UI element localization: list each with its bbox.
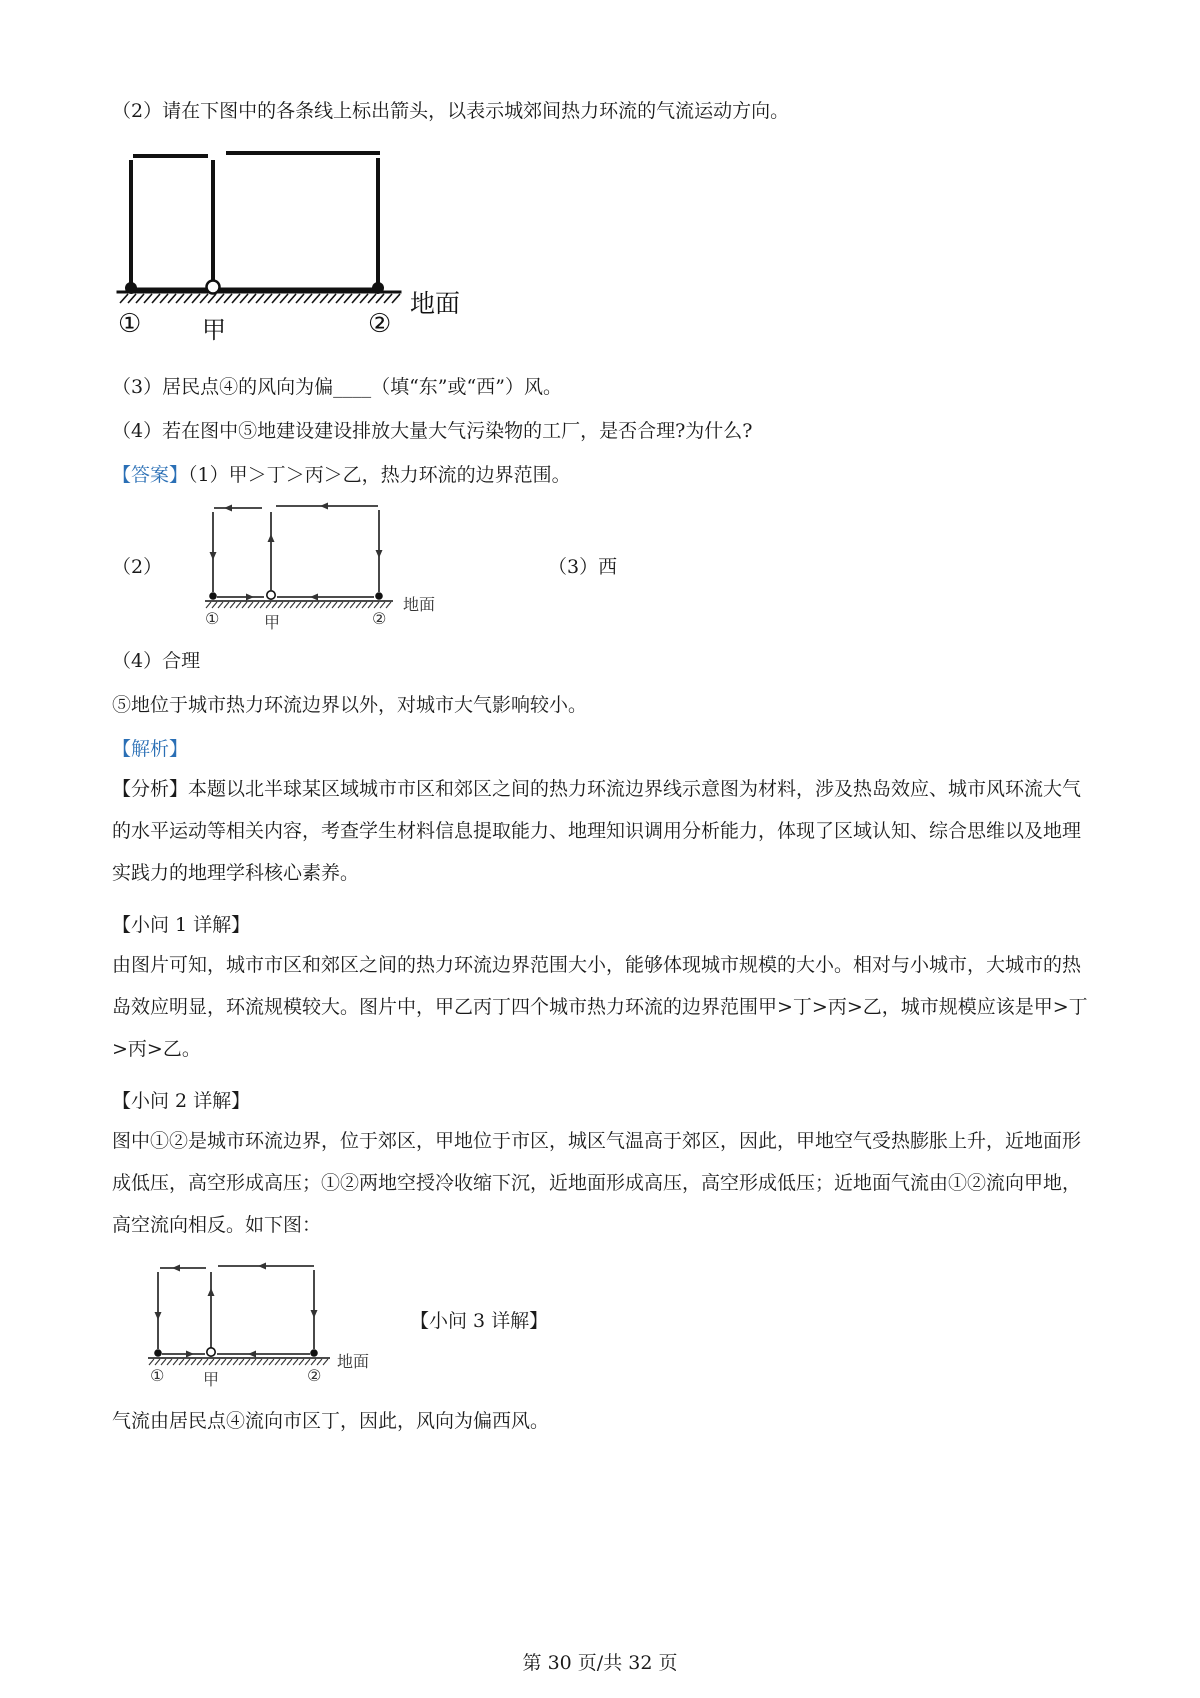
- svg-text:甲: 甲: [264, 613, 281, 632]
- question-3-blank: ____: [333, 376, 372, 398]
- question-2: （2）请在下图中的各条线上标出箭头，以表示城郊间热力环流的气流运动方向。: [112, 100, 790, 122]
- point-1-dot: [125, 282, 137, 294]
- label-point-1: ①: [118, 309, 142, 339]
- question-3: [112, 372, 562, 399]
- ground-hatching: [120, 294, 400, 303]
- question-4: （4）若在图中⑤地建设建设排放大量大气污染物的工厂，是否合理?为什么?: [112, 420, 753, 442]
- question-3-suffix: （填“东”或“西”）风。: [371, 376, 562, 398]
- flow-arrows: [155, 1263, 318, 1358]
- svg-text:①: ①: [205, 609, 220, 628]
- answer-line-1: [112, 460, 571, 487]
- detail-1-text: 由图片可知，城市市区和郊区之间的热力环流边界范围大小，能够体现城市规模的大小。相对与小城市，大城市的热岛效应明显，环流规模较大。图片中，甲乙丙丁四个城市热力环流的边界范围甲>丁>丙>乙，城市规模应该是甲>丁>丙>乙。: [112, 954, 1088, 1060]
- svg-text:①: ①: [150, 1366, 165, 1385]
- answer-3: （3）西: [548, 556, 618, 578]
- circulation-diagram-answer: [200, 498, 460, 638]
- label-ground: 地面: [410, 289, 461, 318]
- analysis-tag: 【解析】: [112, 738, 189, 760]
- svg-text:②: ②: [307, 1366, 322, 1385]
- question-3-prefix: （3）居民点④的风向为偏: [112, 376, 334, 398]
- detail-2-title: 【小问 2 详解】: [112, 1090, 251, 1112]
- answer-2-label: （2）: [112, 556, 163, 578]
- label-point-2: ②: [368, 309, 392, 339]
- svg-text:②: ②: [372, 609, 387, 628]
- ground-hatching: [149, 1359, 328, 1365]
- answer-4: （4）合理: [112, 650, 201, 672]
- detail-3-title: 【小问 3 详解】: [410, 1310, 549, 1332]
- svg-text:地面: 地面: [337, 1352, 370, 1371]
- detail-3-text: 气流由居民点④流向市区丁，因此，风向为偏西风。: [112, 1410, 550, 1432]
- svg-text:甲: 甲: [203, 1370, 220, 1389]
- answer-1: （1）甲＞丁＞丙＞乙，热力环流的边界范围。: [188, 464, 571, 486]
- point-jia-circle: [207, 281, 220, 294]
- page-footer: 第 30 页/共 32 页: [522, 1652, 678, 1674]
- answer-tag: 【答案】: [112, 464, 189, 486]
- circulation-diagram-blank: [110, 140, 490, 350]
- circulation-diagram-analysis: [142, 1256, 382, 1396]
- point-2-dot: [372, 282, 384, 294]
- flow-arrows: [210, 503, 383, 601]
- svg-text:地面: 地面: [403, 595, 436, 614]
- detail-1-title: 【小问 1 详解】: [112, 914, 251, 936]
- answer-4-reason: ⑤地位于城市热力环流边界以外，对城市大气影响较小。: [112, 694, 588, 716]
- label-jia: 甲: [202, 316, 226, 344]
- detail-2-text: 图中①②是城市环流边界，位于郊区，甲地位于市区，城区气温高于郊区，因此，甲地空气受热膨胀上升，近地面形成低压，高空形成高压；①②两地空授冷收缩下沉，近地面形成高压，高空形成低压；近地面气流由①②流向甲地，高空流向相反。如下图：: [112, 1130, 1082, 1236]
- analysis-fenxi: 【分析】本题以北半球某区域城市市区和郊区之间的热力环流边界线示意图为材料，涉及热岛效应、城市风环流大气的水平运动等相关内容，考查学生材料信息提取能力、地理知识调用分析能力，体现了区域认知、综合思维以及地理实践力的地理学科核心素养。: [112, 778, 1082, 884]
- ground-hatching: [206, 602, 391, 608]
